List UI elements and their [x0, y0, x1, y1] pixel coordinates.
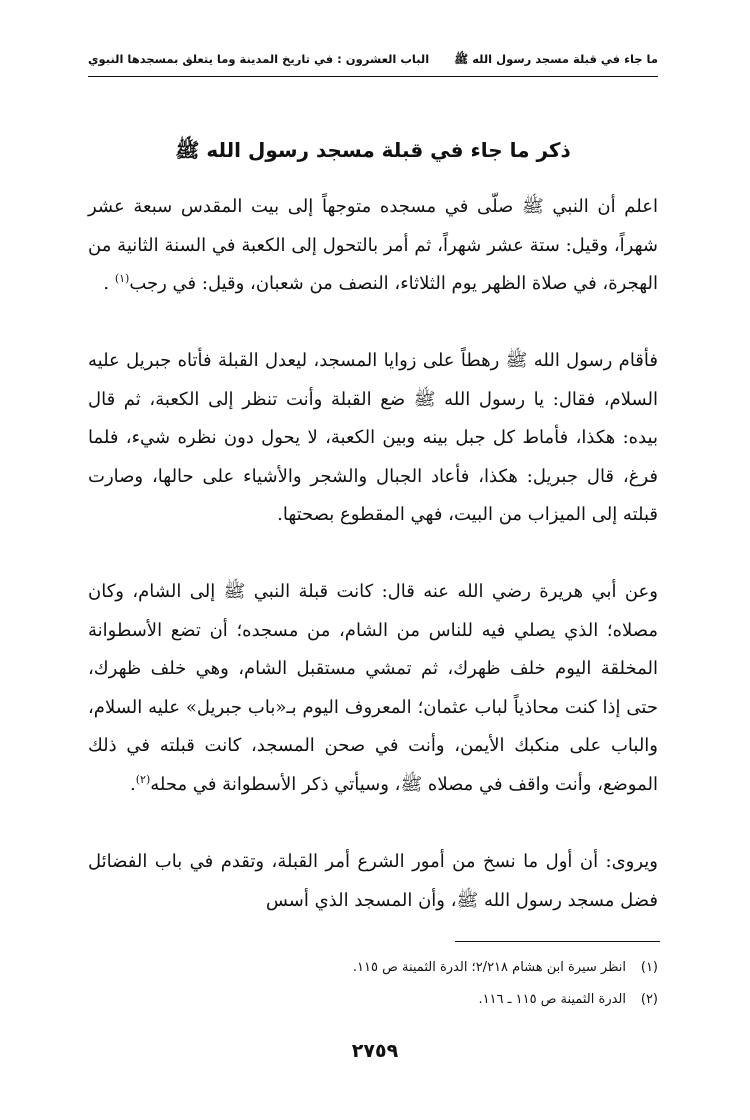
paragraph-2: [88, 342, 658, 535]
running-header: [88, 48, 658, 78]
footnote-1-text: انظر سيرة ابن هشام ٢/٢١٨؛ الدرة الثمينة ص ١١٥.: [352, 960, 626, 975]
paragraph-3-end: .: [130, 773, 136, 795]
footnote-ref-1: (١): [114, 272, 130, 285]
paragraph-4: [88, 843, 658, 920]
footnote-2-text: الدرة الثمينة ص ١١٥ ـ ١١٦.: [478, 992, 626, 1007]
paragraph-3: [88, 573, 658, 804]
page-number: ٢٧٥٩: [351, 1040, 399, 1062]
header-chapter-title: الباب العشرون : في تاريخ المدينة وما يتعلق بمسجدها النبوي: [88, 52, 430, 66]
section-heading: ذكر ما جاء في قبلة مسجد رسول الله ﷺ: [175, 138, 571, 162]
paragraph-1: [88, 188, 658, 304]
paragraph-1-end: .: [103, 273, 115, 294]
header-section-title: ما جاء في قبلة مسجد رسول الله ﷺ: [454, 52, 658, 66]
paragraph-2-text: فأقام رسول الله ﷺ رهطاً على زوايا المسجد، ليعدل القبلة فأتاه جبريل عليه السلام، فقال: يا رسول الله ﷺ ضع القبلة وأنت تنظر إلى الكعبة، ثم قال بيده: هكذا، فأماط كل جبل بينه وبين الكعبة، لا يحول دون نظره شيء، فلما فرغ، قال جبريل: هكذا، فأعاد الجبال والشجر والأشياء على حالها، وصارت قبلته إلى الميزاب من البيت، فهي المقطوع بصحتها.: [88, 350, 658, 525]
header-rule: [88, 76, 658, 77]
paragraph-4-text: ويروى: أن أول ما نسخ من أمور الشرع أمر القبلة، وتقدم في باب الفضائل فضل مسجد رسول الله ﷺ، وأن المسجد الذي أسس: [88, 851, 658, 911]
footnote-1: [88, 958, 658, 978]
footnote-2: [88, 990, 658, 1010]
footnote-1-number: (١): [640, 960, 658, 975]
paragraph-3-text: وعن أبي هريرة رضي الله عنه قال: كانت قبلة النبي ﷺ إلى الشام، وكان مصلاه؛ الذي يصلي فيه للناس من الشام، من مسجده؛ أن تضع الأسطوانة المخلقة اليوم خلف ظهرك، ثم تمشي مستقبل الشام، وهي خلف ظهرك، حتى إذا كنت محاذياً لباب عثمان؛ المعروف اليوم بـ«باب جبريل» عليه السلام، والباب على منكبك الأيمن، وأنت في صحن المسجد، كانت قبلته في ذلك الموضع، وأنت واقف في مصلاه ﷺ، وسيأتي ذكر الأسطوانة في محله: [88, 581, 658, 795]
paragraph-1-text: اعلم أن النبي ﷺ صلّى في مسجده متوجهاً إلى بيت المقدس سبعة عشر شهراً، وقيل: ستة عشر شهراً، ثم أمر بالتحول إلى الكعبة في السنة الثانية من الهجرة، في صلاة الظهر يوم الثلاثاء، النصف من شعبان، وقيل: في رجب: [88, 196, 658, 294]
footnote-ref-2: (٢): [135, 772, 151, 786]
footnote-2-number: (٢): [640, 992, 658, 1007]
footnote-separator: [455, 941, 660, 942]
